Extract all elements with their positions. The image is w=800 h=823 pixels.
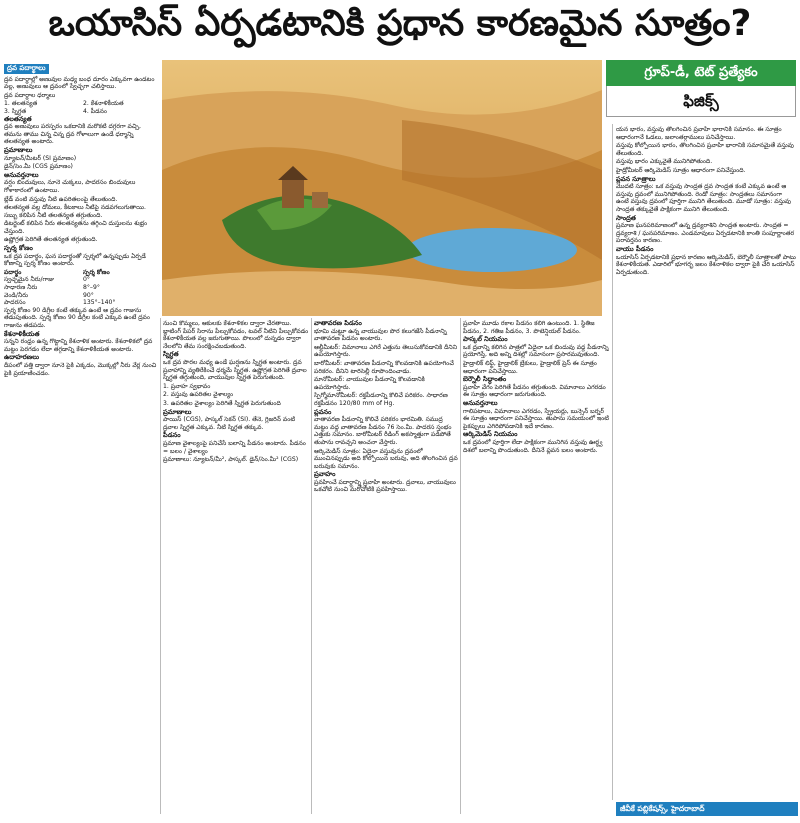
column-2 — [163, 320, 309, 814]
list-item: తలతన్యత వల్ల దోమలు, కీటకాలు నీటిపై నడవగలుగుతాయి. సబ్బు కలిపిన నీటి తలతన్యత తగ్గుతుంది. — [4, 204, 146, 219]
paragraph: ఒక ద్రవంలో పూర్తిగా లేదా పాక్షికంగా మునిగిన వస్తువు ఊర్ధ్వ దిశలో బలాన్ని పొందుతుంది. దీనినే ప్లవన బలం అంటారు. — [463, 438, 603, 454]
paragraph: దీపంలో వత్తి ద్వారా నూనె పైకి ఎక్కడం, మొక్కల్లో నీరు వేర్ల నుంచి పైకి ప్రయాణించడం. — [4, 361, 157, 377]
table-cell: 8°–9° — [83, 284, 100, 292]
list-item: 4. పీడనం — [83, 107, 107, 115]
subheading: ప్లవన సూత్రాలు — [616, 174, 656, 183]
contact-angle-table — [4, 269, 158, 307]
subheading: స్నిగ్ధత — [163, 350, 179, 359]
subheading: అనువర్తనాలు — [4, 170, 39, 179]
subheading: అనువర్తనాలు — [463, 398, 498, 407]
subheading: కేశనాళికీయత — [4, 329, 40, 338]
column-5 — [616, 126, 796, 800]
paragraph: నుంచి కొమ్మలు, ఆకులకు కేశనాళికల ద్వారా చేరతాయి. బ్లాటింగ్ పేపర్ సిరాను పీల్చుకోవడం, టవల్ నీటిని పీల్చుకోవడం కేశనాళికీయత వల్ల జరుగుతాయి. పొలంలో దున్నడం ద్వారా నేలలోని తేమ సంరక్షించబడుతుంది. — [163, 320, 309, 350]
paragraph: పాయిస్ (CGS), పాస్కల్ సెకన్ (SI). తేనె, గ్లిజరిన్ వంటి ద్రవాల స్నిగ్ధత ఎక్కువ. నీటి స్నిగ్ధత తక్కువ. — [163, 416, 296, 431]
column-divider — [612, 124, 613, 800]
table-cell: వెండి/నీరు — [4, 291, 28, 299]
paragraph: ఒయాసిస్ ఏర్పడటానికి ప్రధాన కారణం ఆర్కిమెడిస్, బెర్నౌలీ సూత్రాలతో పాటు కేశనాళికీయత. ఎడారిలో భూగర్భ జలం కేశనాళికల ద్వారా పైకి చేరి ఒయాసిస్ ఏర్పడుతుంది. — [616, 253, 796, 276]
paragraph: ప్రవాహి వేగం పెరిగితే పీడనం తగ్గుతుంది. విమానాలు ఎగరడం ఈ సూత్రం ఆధారంగా జరుగుతుంది. — [463, 383, 606, 399]
table-cell: స్వచ్ఛమైన నీరు/గాజు — [4, 276, 55, 284]
column-divider — [160, 318, 161, 814]
subheading: ఆర్కిమెడిస్ నియమం — [463, 430, 518, 439]
table-cell: పాదరసం — [4, 299, 26, 307]
series-banner — [606, 60, 796, 122]
paragraph: ప్రవాహి మూడు రకాల పీడనం కలిగి ఉంటుంది. 1. స్థితిజ పీడనం, 2. గతిజ పీడనం, 3. పొటెన్షియల్ పీడనం. — [463, 320, 595, 335]
paragraph: ఒక ద్రవ పదార్థం, ఘన పదార్థంతో స్పర్శలో ఉన్నప్పుడు ఏర్పడే కోణాన్ని స్పర్శ కోణం అంటారు. — [4, 252, 146, 268]
paragraph: బారోమీటర్: వాతావరణ పీడనాన్ని కొలవడానికి ఉపయోగించే పరికరం. దీనిని టారిసెల్లీ రూపొందించాడు. — [314, 359, 454, 375]
list-item: 3. స్నిగ్ధత — [4, 107, 27, 115]
property-list — [4, 100, 158, 115]
column-4 — [463, 320, 609, 814]
subheading: తలతన్యత — [4, 114, 32, 123]
table-header: పదార్థం — [4, 268, 22, 276]
column-divider — [460, 318, 461, 814]
list-item: న్యూటన్/మీటర్ (SI ప్రమాణం) — [4, 154, 77, 162]
section-title: ద్రవ పదార్థాలు — [4, 64, 49, 74]
subheading: ప్రవాహం — [314, 470, 336, 479]
paragraph: వాతావరణ పీడనాన్ని కొలిచే పరికరం భారమితి. సముద్ర మట్టం వద్ద వాతావరణ పీడనం 76 సెం.మీ. పాదరస స్తంభం ఎత్తుకు సమానం. బారోమీటర్ రీడింగ్ అకస్మాత్తుగా పడిపోతే తుపాను రావచ్చని అంచనా వేస్తారు. — [314, 416, 452, 446]
subheading: వాతావరణ పీడనం — [314, 320, 362, 327]
paragraph: స్పిగ్మోమానోమీటర్: రక్తపీడనాన్ని కొలిచే పరికరం. సాధారణ రక్తపీడనం 120/80 mm of Hg. — [314, 392, 448, 407]
column-3 — [314, 320, 458, 814]
paragraph: ఒక ద్రవాన్ని కలిగిన పాత్రలో ఏదైనా ఒక బిందువు వద్ద పీడనాన్ని ప్రయోగిస్తే, అది అన్ని దిశల్లో సమానంగా ప్రసారమవుతుంది. — [463, 343, 609, 359]
list-item: 2. కేశనాళికీయత — [83, 100, 124, 108]
paragraph: స్పర్శ కోణం 90 డిగ్రీల కంటే తక్కువ ఉంటే ఆ ద్రవం గాజును తడుపుతుంది. స్పర్శ కోణం 90 డిగ్రీల కంటే ఎక్కువ ఉంటే ద్రవం గాజును తడపదు. — [4, 306, 150, 329]
list-item: బ్లేడ్ వంటి వస్తువు నీటి ఉపరితలంపై తేలుతుంది. — [4, 195, 118, 203]
paragraph: గాలిపటాలు, విమానాలు ఎగరడం, స్ప్రేయర్లు, బున్సెన్ బర్నర్ ఈ సూత్రం ఆధారంగా పనిచేస్తాయి. తుపాను సమయంలో ఇంటి పైకప్పులు ఎగిరిపోవడానికి ఇదే కారణం. — [463, 407, 609, 430]
subheading: ప్రమాణాలు — [163, 407, 192, 416]
paragraph: మానోమీటర్: వాయువుల పీడనాన్ని కొలవడానికి ఉపయోగిస్తారు. — [314, 376, 425, 391]
list-item: ఉష్ణోగ్రత పెరిగితే తలతన్యత తగ్గుతుంది. — [4, 236, 98, 244]
subheading: స్పర్శ కోణం — [4, 244, 33, 253]
list-item: డిటర్జెంట్ కలిపిన నీరు తలతన్యతను తగ్గించి దుస్తులను శుభ్రం చేస్తుంది. — [4, 220, 148, 235]
list-item: 3. ఉపరితల వైశాల్యం పెరిగితే స్నిగ్ధత పెరుగుతుంది — [163, 399, 281, 407]
list-item: 1. తలతన్యత — [4, 100, 38, 108]
publisher-credit: జీవీకే పబ్లికేషన్స్, హైదరాబాద్ — [616, 802, 798, 816]
table-cell: సాధారణ నీరు — [4, 284, 38, 292]
paragraph: మొదటి సూత్రం: ఒక వస్తువు సాంద్రత ద్రవ సాంద్రత కంటే ఎక్కువ ఉంటే ఆ వస్తువు ద్రవంలో మునిగిపోతుంది. రెండో సూత్రం: సాంద్రతలు సమానంగా ఉంటే వస్తువు ద్రవంలో పూర్తిగా మునిగి తేలుతుంది. మూడో సూత్రం: వస్తువు సాంద్రత తక్కువైతే పాక్షికంగా మునిగి తేలుతుంది. — [616, 183, 792, 213]
subheading: బెర్నౌలీ సిద్ధాంతం — [463, 375, 507, 384]
table-cell: 90° — [83, 291, 94, 299]
headline: ఒయాసిస్ ఏర్పడటానికి ప్రధాన కారణమైన సూత్రం? — [48, 3, 752, 44]
paragraph: ప్రవహించే పదార్థాన్ని ప్రవాహి అంటారు. ద్రవాలు, వాయువులు ఒకచోటి నుంచి మరోచోటికి ప్రవహిస్తాయి. — [314, 478, 456, 494]
banner-subject-label: ఫిజిక్స్ — [606, 86, 796, 117]
subheading: సాంద్రత — [616, 213, 636, 222]
paragraph: ప్రమాణ ఘనపరిమాణంలో ఉన్న ద్రవ్యరాశిని సాంద్రత అంటారు. సాంద్రత = ద్రవ్యరాశి / ఘనపరిమాణం. ఎండమావులు ఏర్పడటానికి కాంతి సంపూర్ణాంతర పరావర్తనం కారణం. — [616, 222, 795, 245]
subheading: ప్రమాణాలు — [4, 145, 33, 154]
oasis-photo — [162, 60, 602, 316]
subheading: వాయు పీడనం — [616, 244, 654, 253]
paragraph: యన భారం, వస్తువు తొలగించిన ప్రవాహి భారానికి సమానం. ఈ సూత్రం ఆధారంగానే ఓడలు, జలాంతర్గాములు పనిచేస్తాయి. — [616, 126, 782, 141]
list-item: 1. ప్రవాహ స్వభావం — [163, 382, 211, 390]
paragraph: ఆర్కిమెడిస్ సూత్రం: ఏదైనా వస్తువును ద్రవంలో ముంచినప్పుడు అది కోల్పోయిన బరువు, అది తొలగించిన ద్రవ బరువుకు సమానం. — [314, 447, 458, 470]
paragraph: సన్నని రంధ్రం ఉన్న గొట్టాన్ని కేశనాళిక అంటారు. కేశనాళికలో ద్రవ మట్టం పెరగడం లేదా తగ్గడాన్ని కేశనాళికీయత అంటారు. — [4, 338, 153, 353]
banner-series-label: గ్రూప్-డీ, టెట్ ప్రత్యేకం — [606, 60, 796, 86]
list-item: 2. వస్తువు ఉపరితల వైశాల్యం — [163, 391, 234, 399]
column-divider — [311, 318, 312, 814]
table-cell: 0° — [83, 276, 90, 284]
paragraph: ద్రవ పదార్థాల్లో అణువుల మధ్య బంధ దూరం ఎక్కువగా ఉండటం వల్ల, అణువులు ఆ ద్రవంలో స్వేచ్ఛగా చలిస్తాయి. — [4, 75, 155, 91]
table-header: స్పర్శ కోణం — [83, 268, 110, 276]
subheading: ప్లవనం — [314, 407, 332, 416]
paragraph: ద్రవ అణువులు పరస్పరం ఒకదానికి మరొకటి దగ్గరగా వచ్చి, తమను తాము చిన్న చిన్న ద్రవ గోళాలుగా ఉండే ధర్మాన్ని తలతన్యత అంటారు. — [4, 123, 141, 146]
paragraph: హైడ్రాలిక్ లిఫ్ట్, హైడ్రాలిక్ బ్రేకులు, హైడ్రాలిక్ ప్రెస్ ఈ సూత్రం ఆధారంగా పనిచేస్తాయి. — [463, 359, 597, 375]
paragraph: ఒక ద్రవ పొరల మధ్య ఉండే ఘర్షణను స్నిగ్ధత అంటారు. ద్రవ ప్రవాహాన్ని వ్యతిరేకించే ధర్మమే స్నిగ్ధత. ఉష్ణోగ్రత పెరిగితే ద్రవాల స్నిగ్ధత తగ్గుతుంది, వాయువుల స్నిగ్ధత పెరుగుతుంది. — [163, 358, 307, 382]
paragraph: ద్రవ పదార్థాల ధర్మాలు — [4, 91, 56, 99]
column-1 — [4, 62, 158, 802]
table-cell: 135°–140° — [83, 299, 116, 307]
paragraph: భూమి చుట్టూ ఉన్న వాయువుల పొర కలుగజేసే పీడనాన్ని వాతావరణ పీడనం అంటారు. — [314, 327, 447, 343]
subheading: ఉదాహరణలు — [4, 353, 40, 362]
paragraph: ఆల్టీమీటర్: విమానాలు ఎగిరే ఎత్తును తెలుసుకోవడానికి దీనిని ఉపయోగిస్తారు. — [314, 343, 457, 359]
paragraph: ప్రమాణ వైశాల్యంపై పనిచేసే బలాన్ని పీడనం అంటారు. పీడనం = బలం / వైశాల్యం — [163, 439, 306, 455]
list-item: వస్తువు కోల్పోయిన భారం, తొలగించిన ప్రవాహి భారానికి సమానమైతే వస్తువు తేలుతుంది. — [616, 142, 794, 157]
list-item: హైడ్రోమీటర్ ఆర్కిమెడిస్ సూత్రం ఆధారంగా పనిచేస్తుంది. — [616, 166, 746, 174]
list-item: వర్షం బిందువులు, నూనె చుక్కలు, పాదరసం బిందువులు గోళాకారంలో ఉంటాయి. — [4, 179, 136, 194]
paragraph: ప్రమాణాలు: న్యూటన్/మీ², పాస్కల్. డైన్/సెం.మీ² (CGS) — [163, 456, 299, 464]
list-item: వస్తువు భారం ఎక్కువైతే మునిగిపోతుంది. — [616, 158, 713, 166]
list-item: డైన్/సెం.మీ (CGS ప్రమాణం) — [4, 163, 73, 171]
subheading: పాస్కల్ నియమం — [463, 335, 508, 344]
subheading: పీడనం — [163, 431, 181, 440]
